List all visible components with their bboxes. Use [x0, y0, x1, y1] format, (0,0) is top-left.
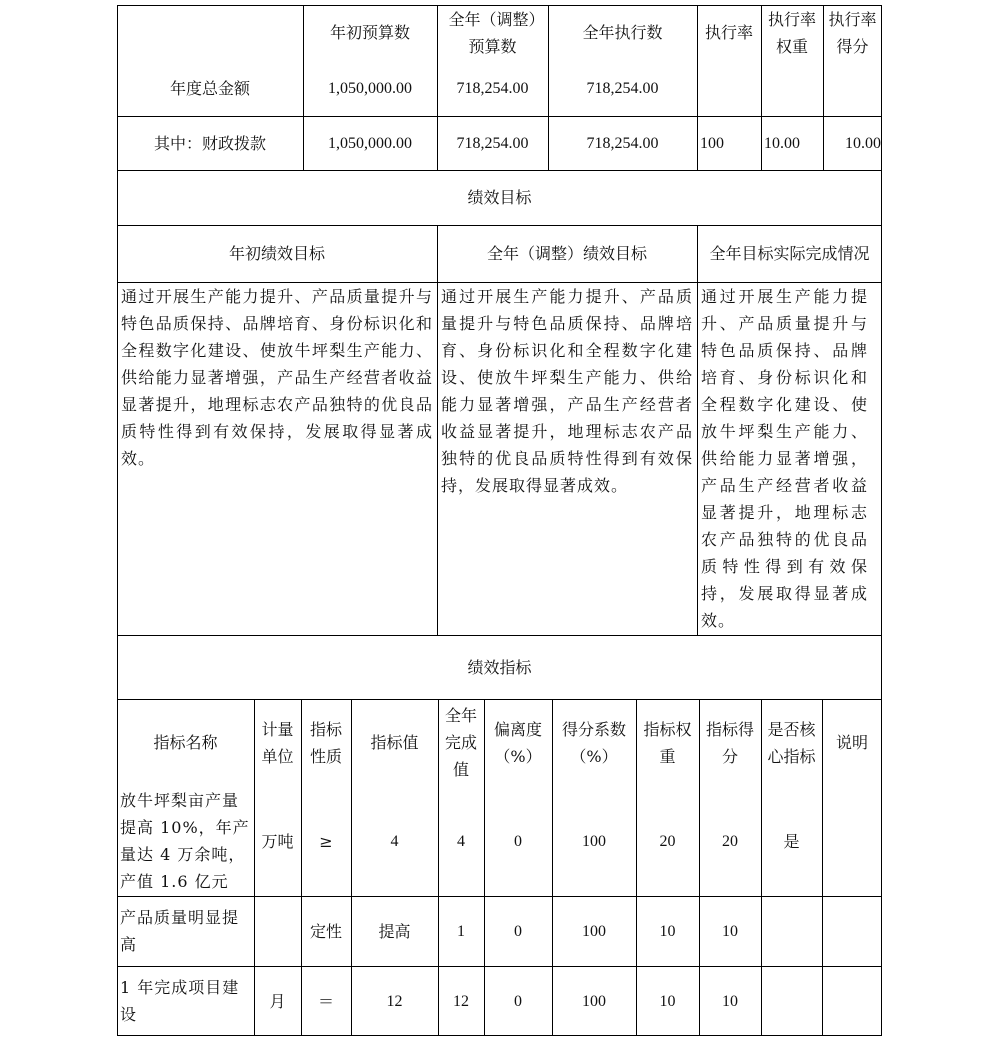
row3-unit: 月 [269, 991, 286, 1011]
grid-line [117, 225, 882, 226]
fiscal-rate-weight: 10.00 [764, 134, 800, 152]
row2-unit [254, 896, 301, 966]
row1-indicator-name: 放牛坪梨亩产量提高 10%，年产量达 4 万余吨，产值 1.6 亿元 [120, 791, 250, 891]
row2-nature: 定性 [309, 921, 342, 941]
grid-line [437, 5, 438, 170]
row3-core-indicator [761, 966, 822, 1036]
row1-nature: ≥ [319, 831, 333, 851]
grid-line [697, 5, 698, 170]
row1-score-coefficient: 100 [582, 832, 606, 850]
performance-table [117, 5, 882, 1036]
grid-line [351, 699, 352, 1036]
header-unit: 计量单位 [261, 719, 294, 766]
indicators-section-title: 绩效指标 [467, 657, 532, 677]
grid-line [117, 699, 882, 700]
row3-score-coefficient: 100 [582, 992, 606, 1010]
row1-deviation: 0 [514, 832, 522, 850]
grid-line [552, 699, 553, 1036]
header-executed: 全年执行数 [582, 23, 663, 42]
row3-deviation: 0 [514, 992, 522, 1010]
header-adjusted-goal: 全年（调整）绩效目标 [486, 244, 647, 263]
header-rate-score: 执行率得分 [828, 9, 877, 56]
grid-line [823, 5, 824, 170]
grid-line [301, 699, 302, 1036]
grid-line [117, 635, 882, 636]
table-border-bottom [117, 1035, 882, 1036]
actual-completion-text: 通过开展生产能力提升、产品质量提升与特色品质保持、品牌培育、身份标识化和全程数字化建设、使放牛坪梨生产能力、供给能力显著增强，产品生产经营者收益显著提升，地理标志农产品独特的优良品质特性得到有效保持，发展取得显著成效。 [701, 287, 868, 630]
row3-note [822, 966, 882, 1036]
header-deviation: 偏离度（%） [493, 719, 542, 766]
grid-line [254, 699, 255, 1036]
total-amount-label: 年度总金额 [169, 78, 250, 98]
row3-nature: ＝ [317, 991, 334, 1011]
row3-indicator-weight: 10 [659, 992, 676, 1010]
header-indicator-name: 指标名称 [153, 733, 218, 752]
fiscal-executed: 718,254.00 [586, 134, 659, 152]
header-note: 说明 [835, 733, 868, 752]
table-border-top [117, 5, 882, 6]
fiscal-execution-rate: 100 [700, 134, 724, 152]
row1-unit: 万吨 [261, 831, 294, 851]
grid-line [697, 225, 698, 635]
row2-indicator-weight: 10 [659, 922, 676, 940]
adjusted-goal-text: 通过开展生产能力提升、产品质量提升与特色品质保持、品牌培育、身份标识化和全程数字化建设、使放牛坪梨生产能力、供给能力显著增强，产品生产经营者收益显著提升，地理标志农产品独特的优良品质特性得到有效保持，发展取得显著成效。 [441, 287, 693, 495]
row1-note [822, 786, 882, 896]
row3-indicator-value: 12 [386, 992, 403, 1010]
row2-score-coefficient: 100 [582, 922, 606, 940]
header-actual-completion: 全年目标实际完成情况 [709, 244, 870, 263]
fiscal-label: 其中：财政拨款 [153, 133, 266, 153]
grid-line [117, 116, 882, 117]
header-initial-goal: 年初绩效目标 [228, 244, 325, 263]
total-adjusted-budget: 718,254.00 [456, 79, 529, 97]
row1-indicator-value: 4 [390, 832, 399, 850]
row2-actual-value: 1 [457, 922, 465, 940]
row2-indicator-name: 产品质量明显提高 [120, 908, 240, 954]
row1-core-indicator: 是 [783, 831, 800, 851]
grid-line [117, 170, 882, 171]
header-actual-value: 全年完成值 [444, 706, 477, 779]
grid-line [548, 5, 549, 170]
header-score-coefficient: 得分系数（%） [561, 719, 626, 766]
table-border-left [117, 5, 118, 1036]
grid-line [822, 699, 823, 1036]
header-nature: 指标性质 [309, 719, 342, 766]
fiscal-adjusted-budget: 718,254.00 [456, 134, 529, 152]
header-initial-budget: 年初预算数 [329, 23, 410, 42]
table-border-right [881, 5, 882, 1036]
header-indicator-score: 指标得分 [705, 719, 754, 766]
goals-section-title: 绩效目标 [467, 188, 532, 207]
header-core-indicator: 是否核心指标 [767, 719, 816, 766]
row3-indicator-name: 1 年完成项目建设 [120, 978, 240, 1024]
row2-indicator-score: 10 [722, 922, 738, 940]
grid-line [437, 225, 438, 635]
fiscal-rate-score: 10.00 [845, 134, 881, 152]
header-indicator-value: 指标值 [370, 733, 419, 752]
grid-line [761, 5, 762, 170]
grid-line [117, 282, 882, 283]
grid-line [438, 699, 439, 1036]
grid-line [761, 699, 762, 1036]
grid-line [117, 896, 882, 897]
header-rate-weight: 执行率权重 [767, 9, 816, 56]
row2-indicator-value: 提高 [378, 921, 411, 941]
row1-indicator-score: 20 [722, 832, 738, 850]
total-executed: 718,254.00 [586, 79, 659, 97]
header-execution-rate: 执行率 [704, 23, 753, 42]
total-initial-budget: 1,050,000.00 [328, 79, 412, 97]
grid-line [636, 699, 637, 1036]
row1-indicator-weight: 20 [659, 832, 676, 850]
row2-deviation: 0 [514, 922, 522, 940]
row3-indicator-score: 10 [722, 992, 738, 1010]
grid-line [303, 5, 304, 170]
grid-line [117, 966, 882, 967]
header-adjusted-budget: 全年（调整）预算数 [448, 9, 537, 56]
row2-core-indicator [761, 896, 822, 966]
row3-actual-value: 12 [453, 992, 469, 1010]
row1-actual-value: 4 [457, 832, 465, 850]
grid-line [699, 699, 700, 1036]
row2-note [822, 896, 882, 966]
initial-goal-text: 通过开展生产能力提升、产品质量提升与特色品质保持、品牌培育、身份标识化和全程数字化建设、使放牛坪梨生产能力、供给能力显著增强，产品生产经营者收益显著提升，地理标志农产品独特的优良品质特性得到有效保持，发展取得显著成效。 [121, 287, 433, 468]
fiscal-initial-budget: 1,050,000.00 [328, 134, 412, 152]
grid-line [484, 699, 485, 1036]
header-indicator-weight: 指标权重 [643, 719, 692, 766]
